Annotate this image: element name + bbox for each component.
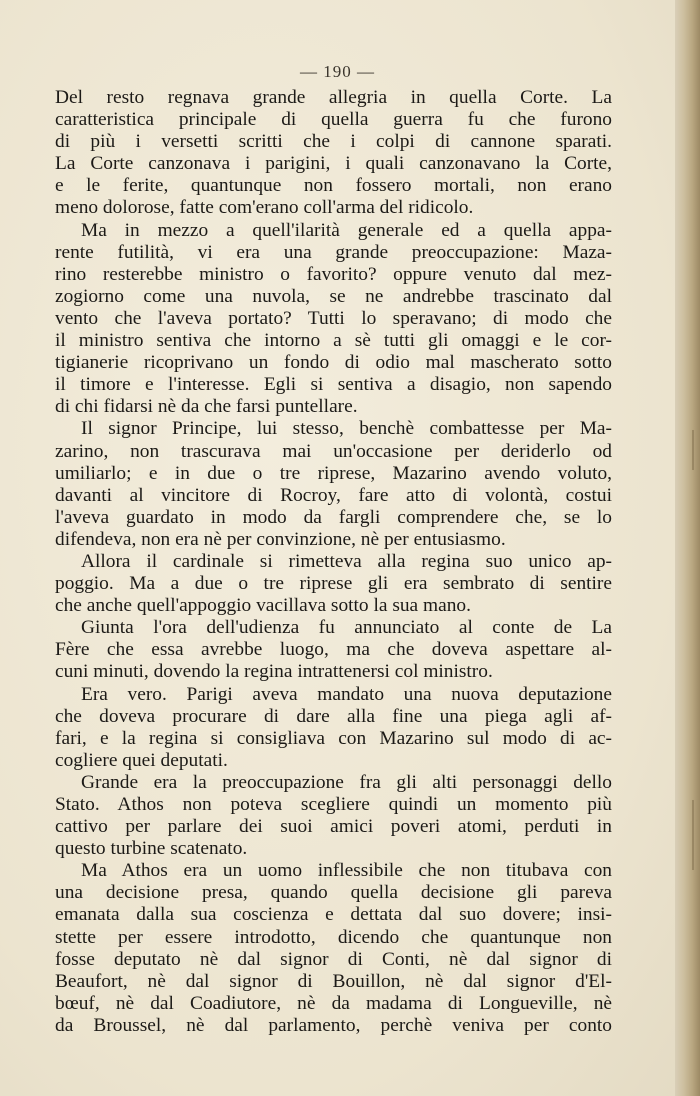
body-text [55,87,612,1037]
text-line: Beaufort, nè dal signor di Bouillon, nè dal signor d'El- [55,970,612,992]
text-line: Stato. Athos non poteva scegliere quindi un momento più [55,794,612,815]
text-line: Del resto regnava grande allegria in quella Corte. La [55,87,612,108]
text-line: Fère che essa avrebbe luogo, ma che doveva aspettare al- [55,639,612,661]
text-line: che anche quell'appoggio vacillava sotto la sua mano. [55,595,471,617]
edge-mark [692,430,694,470]
text-line: zogiorno come una nuvola, se ne andrebbe trascinato dal [55,285,612,307]
text-line: zarino, non trascurava mai un'occasione per deriderlo od [55,440,612,462]
text-line: vento che l'aveva portato? Tutti lo speravano; di modo che [55,307,612,329]
text-line: Grande era la preoccupazione fra gli alti personaggi dello [81,771,612,793]
text-line: difendeva, non era nè per convinzione, nè per entusiasmo. [55,528,506,550]
text-line: cattivo per parlare dei suoi amici poveri atomi, perduti in [55,816,612,838]
text-line: umiliarlo; e in due o tre riprese, Mazarino avendo voluto, [55,462,612,484]
text-line: il timore e l'interesse. Egli si sentiva a disagio, non sapendo [55,374,612,396]
text-line: di chi fidarsi nè da che farsi puntellare. [55,396,358,418]
text-line: Giunta l'ora dell'udienza fu annunciato al conte de La [81,617,612,639]
text-line: rente futilità, vi era una grande preoccupazione: Maza- [55,241,612,263]
text-line: il ministro sentiva che intorno a sè tutti gli omaggi e le cor- [55,330,612,352]
text-line: l'aveva guardato in modo da fargli comprendere che, se lo [55,506,612,528]
text-line: fosse deputato nè dal signor di Conti, nè dal signor di [55,948,612,970]
text-line: poggio. Ma a due o tre riprese gli era sembrato di sentire [55,573,612,595]
text-line: cogliere quei deputati. [55,749,228,771]
text-line: da Broussel, nè dal parlamento, perchè veniva per conto [55,1014,612,1036]
text-line: rino resterebbe ministro o favorito? oppure venuto dal mez- [55,263,612,285]
page-number: — 190 — [300,62,375,81]
text-line: emanata dalla sua coscienza e dettata dal suo dovere; insi- [55,904,612,926]
text-line: fari, e la regina si consigliava con Mazarino sul modo di ac- [55,727,612,749]
text-line: tigianerie ricoprivano un fondo di odio mal mascherato sotto [55,352,612,374]
text-line: davanti al vincitore di Rocroy, fare atto di volontà, costui [55,484,612,506]
text-line: Ma Athos era un uomo inflessibile che non titubava con [81,860,612,882]
text-line: che doveva procurare di dare alla fine una piega agli af- [55,705,612,727]
text-line: questo turbine scatenato. [55,838,248,860]
text-line: una decisione presa, quando quella decisione gli pareva [55,882,612,904]
edge-mark [692,800,694,870]
text-line: Allora il cardinale si rimetteva alla regina suo unico ap- [81,550,612,572]
text-line: stette per essere introdotto, dicendo che quantunque non [55,926,612,948]
text-line: Ma in mezzo a quell'ilarità generale ed a quella appa- [81,219,612,241]
text-line: e le ferite, quantunque non fossero mortali, non erano [55,175,612,197]
text-line: di più i versetti scritti che i colpi di cannone sparati. [55,131,612,153]
text-line: bœuf, nè dal Coadiutore, nè da madama di Longueville, nè [55,992,612,1014]
text-line: caratteristica principale di quella guerra fu che furono [55,109,612,131]
page-edge [675,0,700,1096]
text-line: cuni minuti, dovendo la regina intrattenersi col ministro. [55,661,493,683]
text-line: Il signor Principe, lui stesso, benchè combattesse per Ma- [81,418,612,440]
text-line: Era vero. Parigi aveva mandato una nuova deputazione [81,683,612,705]
text-line: La Corte canzonava i parigini, i quali canzonavano la Corte, [55,153,612,175]
text-line: meno dolorose, fatte com'erano coll'arma del ridicolo. [55,197,474,219]
